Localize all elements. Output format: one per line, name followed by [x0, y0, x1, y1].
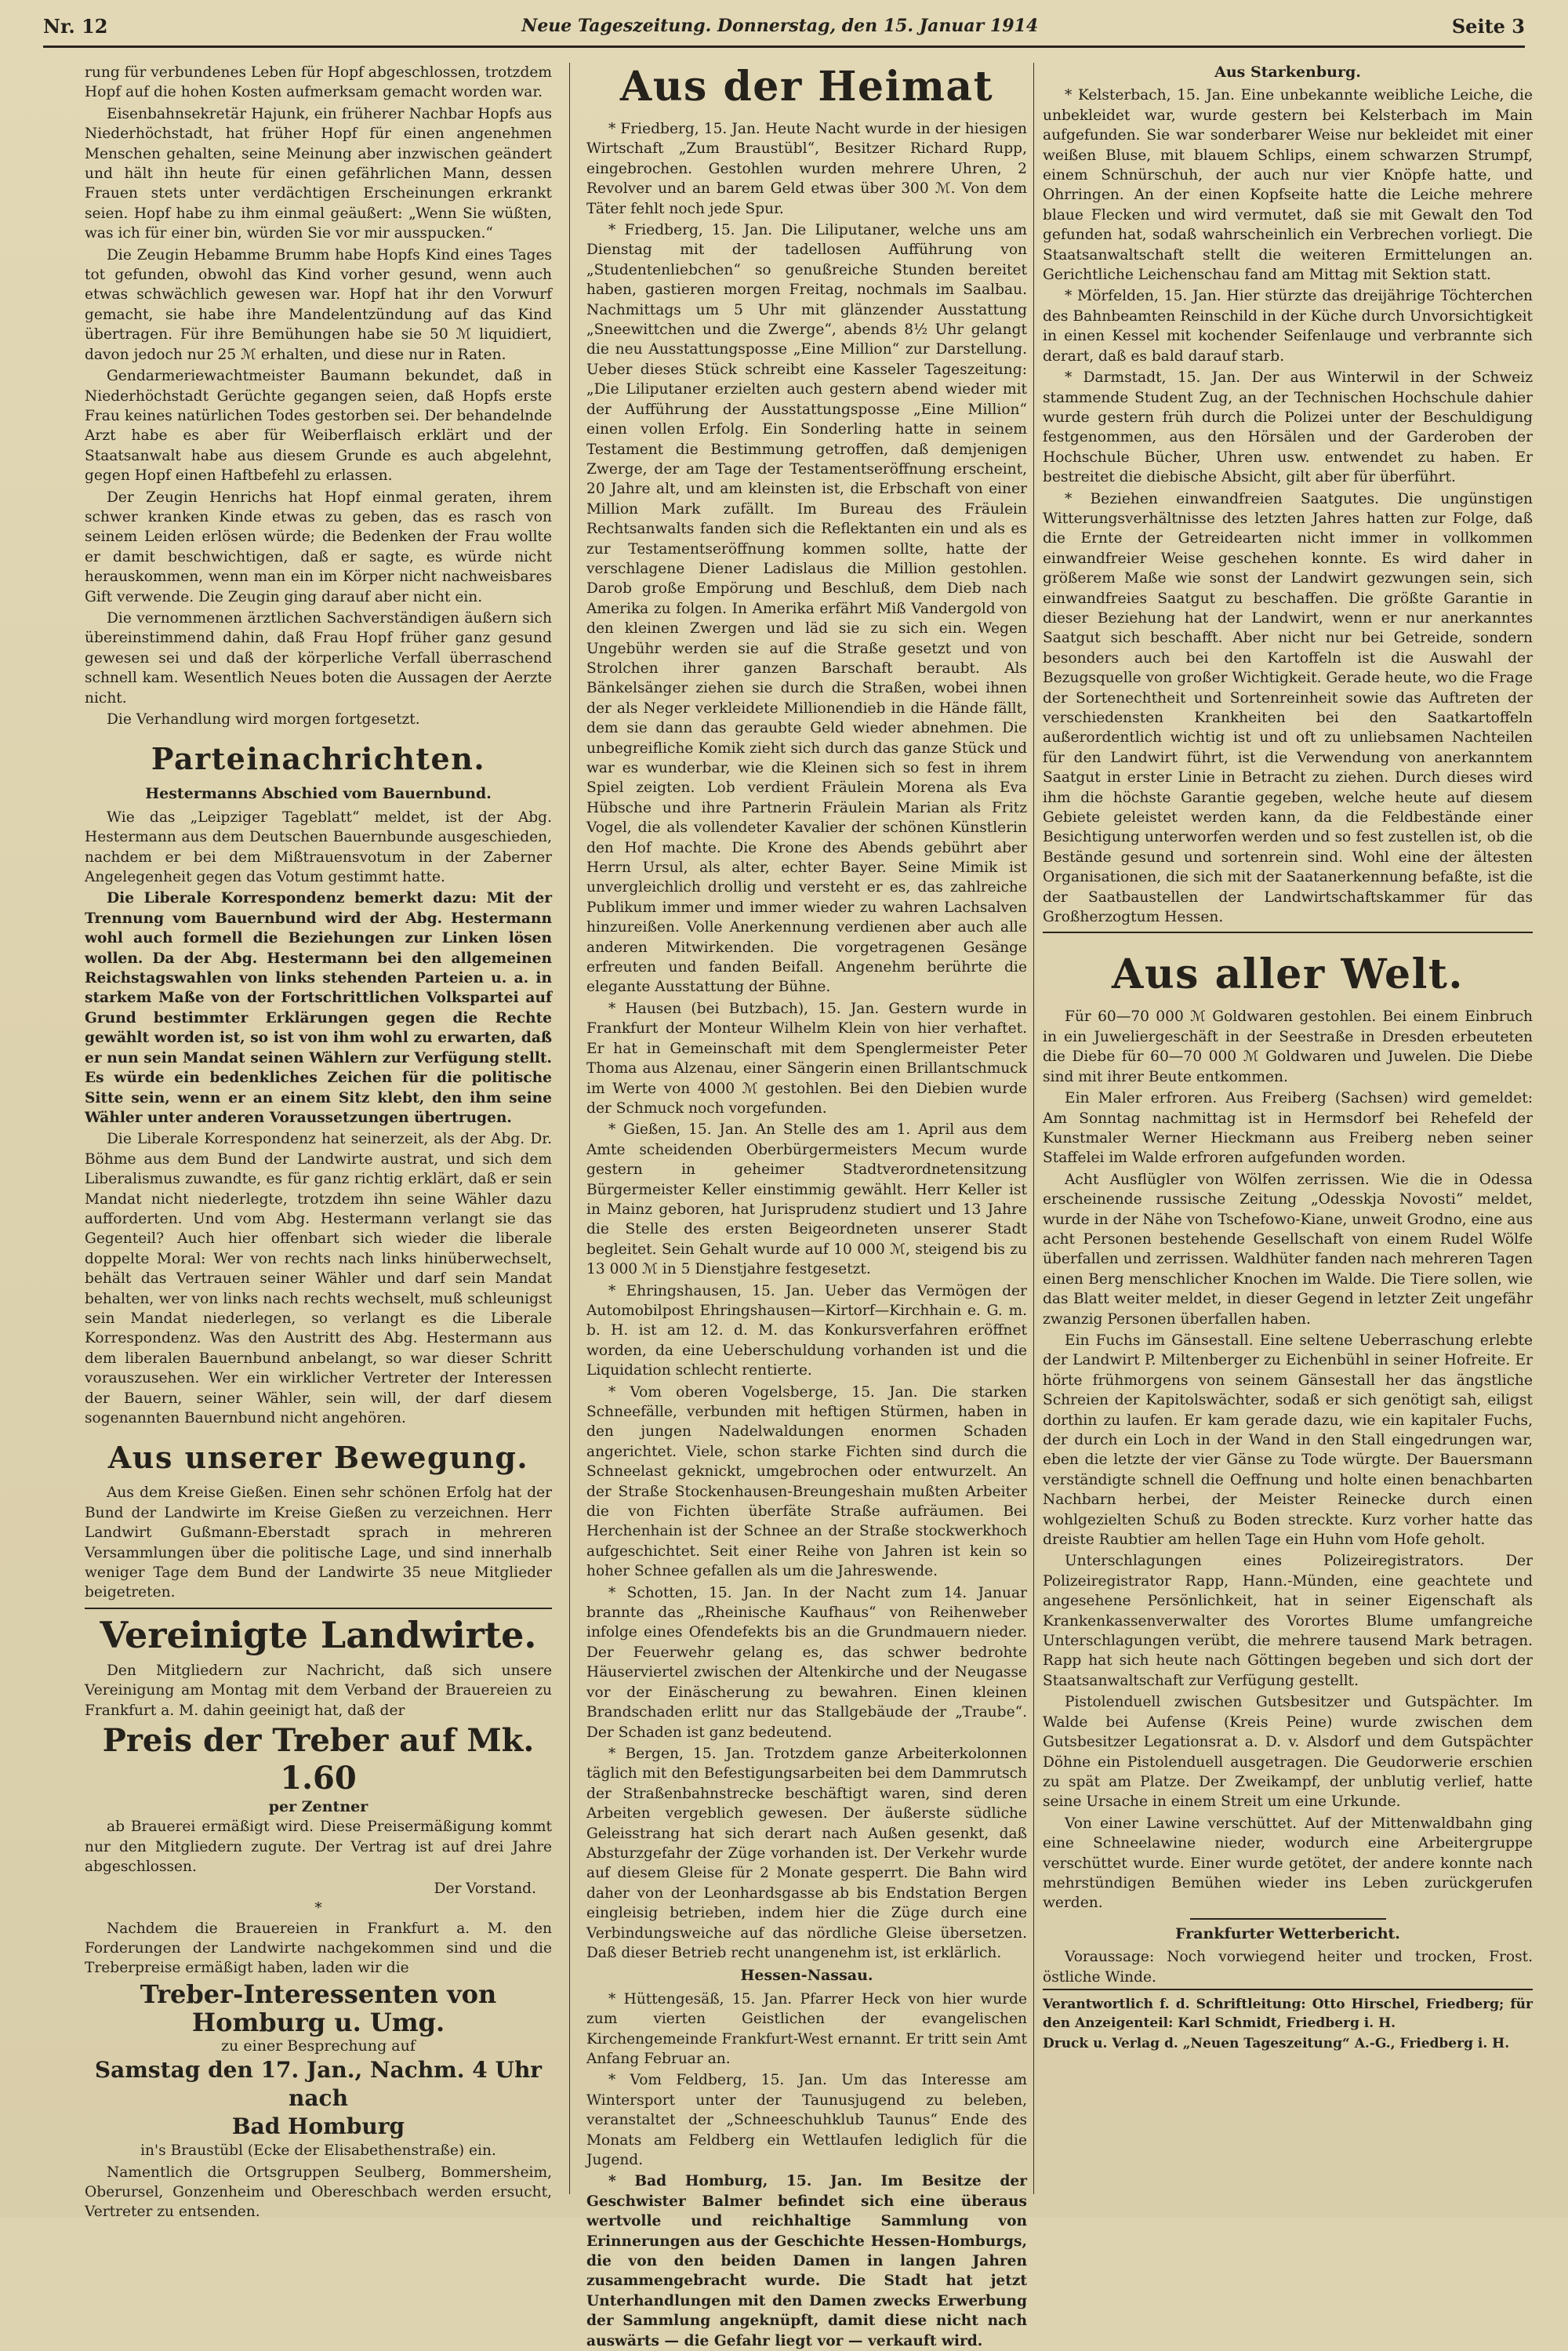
weather-forecast: Voraussage: Noch vorwiegend heiter und trocken, Frost. östliche Winde.	[1043, 1949, 1533, 1986]
subsection-heading-nassau: Hessen-Nassau.	[740, 1967, 873, 1985]
subsection-heading-starkenburg: Aus Starkenburg.	[1214, 64, 1361, 81]
news-item: * Vom oberen Vogelsberge, 15. Jan. Die starken Schneefälle, verbunden mit heftigen Stürmen, haben in den jungen Nadelwaldungen enormen Schaden angerichtet. Viele, schon starke Fichten sind durch die Schneelast geknickt, umgebrochen oder entwurzelt. An der Straße Stockenhausen-Breungeshain mußten Arbeiter die von Fichten überfäte Straße aufräumen. Bei Herchenhain ist der Schnee an der Straße stockwerkhoch aufgeschichtet. Seit einer Reihe von Jahren ist kein so hoher Schnee gefallen als um die Jahreswende.	[586, 1383, 1027, 1580]
article-paragraph: Die vernommenen ärztlichen Sachverständigen äußern sich übereinstimmend dahin, daß Frau Hopf früher ganz gesund gewesen sei und daß der körperliche Verfall überraschend schnell kam. Wesentlich Neues boten die Aussagen der Aerzte nicht.	[85, 609, 552, 707]
divider-line	[1043, 932, 1533, 933]
column-right	[1043, 63, 1533, 2186]
imprint-editor: Verantwortlich f. d. Schriftleitung: Otto Hirschel, Friedberg; für den Anzeigenteil: Karl Schmidt, Friedberg i. H.	[1043, 1989, 1533, 2033]
news-item: * Bad Homburg, 15. Jan. Im Besitze der Geschwister Balmer befindet sich eine überaus wertvolle und reichhaltige Sammlung von Erinnerungen aus der Geschichte Hessen-Homburgs, die von den beiden Damen in langen Jahren zusammengebracht wurde. Die Stadt hat jetzt Unterhandlungen mit den Damen zwecks Erwerbung der Sammlung angeknüpft, damit diese nicht nach auswärts — die Gefahr liegt vor — verkauft wird.	[586, 2173, 1027, 2349]
divider-line	[1190, 1918, 1386, 1920]
article-paragraph: rung für verbundenes Leben für Hopf abgeschlossen, trotzdem Hopf auf die hohen Kosten aufmerksam gemacht worden war.	[85, 64, 553, 101]
ad-meeting: zu einer Besprechung auf	[221, 2037, 416, 2055]
news-item: Unterschlagungen eines Polizeiregistrators. Der Polizeiregistrator Rapp, Hann.-Münden, eine geachtete und angesehene Persönlichkeit, hat in seiner Eigenschaft als Krankenkassenverwalter des Vorortes Blume umfangreiche Unterschlagungen verübt, die mehrere tausend Mark betragen. Rapp hat sich heute nach Göttingen begeben und sich dort der Staatsanwaltschaft zur Verfügung gestellt.	[1043, 1553, 1533, 1689]
ad-price: Preis der Treber auf Mk. 1.60	[102, 1722, 535, 1797]
issue-number: Nr. 12	[43, 14, 108, 38]
section-heading-welt: Aus aller Welt.	[1112, 950, 1464, 999]
article-subheading: Hestermanns Abschied vom Bauernbund.	[145, 785, 492, 803]
ad-place: Bad Homburg	[231, 2113, 405, 2140]
news-item: Pistolenduell zwischen Gutsbesitzer und Gutspächter. Im Walde bei Aufense (Kreis Peine) wurde zwischen dem Gutsbesitzer Legationsrat a. D. v. Alsdorf und dem Gutspächter Döhne ein Pistolenduell ausgetragen. Die Geudorwerie erschien zu spät am Platze. Der Zweikampf, der unblutig verlief, hatte seine Ursache in einem Streit um eine Urkunde.	[1043, 1694, 1533, 1811]
section-heading-heimat: Aus der Heimat	[619, 63, 994, 111]
news-item: Von einer Lawine verschüttet. Auf der Mittenwaldbahn ging eine Schneelawine nieder, wodurch eine Arbeitergruppe verschüttet wurde. Einer wurde getötet, der andere konnte nach mehrstündigen Bemühen wieder ins Leben zurückgerufen werden.	[1043, 1815, 1533, 1912]
column-divider	[1033, 63, 1034, 2194]
divider-line	[85, 1608, 552, 1609]
column-divider	[569, 63, 570, 2194]
section-heading-parteinachrichten: Parteinachrichten.	[151, 741, 486, 777]
news-item: Ein Fuchs im Gänsestall. Eine seltene Ueberraschung erlebte der Landwirt P. Miltenberger zu Eichenbühl in seiner Hofreite. Er hörte frühmorgens von seinem Gänsestall her das ängstliche Schreien der Kapitolswächter, sodaß er sich genötigt sah, eiligst dorthin zu laufen. Er kam gerade dazu, wie ein kapitaler Fuchs, der durch ein Loch in der Wand in den Stall eingedrungen war, eben die letzte der vier Gänse zu Tode würgte. Der Bauersmann verständigte schnell die Oeffnung und holte einen benachbarten Nachbarn herbei, der Meister Reinecke durch einen wohlgezielten Schuß zu Boden streckte. Kurz vorher hatte das dreiste Raubtier am hellen Tage ein Huhn vom Hofe geholt.	[1043, 1332, 1533, 1549]
column-left	[85, 63, 553, 2221]
news-item: * Friedberg, 15. Jan. Heute Nacht wurde in der hiesigen Wirtschaft „Zum Braustübl“, Besitzer Richard Rupp, eingebrochen. Gestohlen wurden mehrere Uhren, 2 Revolver und an barem Geld etwas über 300 ℳ. Von dem Täter fehlt noch jede Spur.	[586, 121, 1027, 217]
news-item: * Kelsterbach, 15. Jan. Eine unbekannte weibliche Leiche, die unbekleidet war, wurde gestern bei Kelsterbach im Main aufgefunden. Sie war sonderbarer Weise nur bekleidet mit einer weißen Bluse, mit blauem Schlips, einem schwarzen Strumpf, einem Schnürschuh, der auch nur vier Knöpfe hatte, und Ohrringen. An der einen Kopfseite hatte die Leiche mehrere blaue Flecken und wird vermutet, daß sie mit Gewalt den Tod gefunden hat, sodaß wahrscheinlich ein Verbrechen vorliegt. Die Staatsanwaltschaft stellt die weiteren Ermittelungen an. Gerichtliche Leichenschau fand am Mittag mit Sektion statt.	[1043, 87, 1533, 284]
imprint-publisher: Druck u. Verlag d. „Neuen Tageszeitung“ A.-G., Friedberg i. H.	[1043, 2035, 1510, 2051]
article-paragraph: Der Zeugin Henrichs hat Hopf einmal geraten, ihrem schwer kranken Kinde etwas zu geben, das es rasch von seinem Leiden erlösen würde; die Bedenken der Frau wollte er damit beschwichtigen, daß er sagte, es würde nicht herauskommen, wenn man ein im Körper nicht nachweisbares Gift verwende. Die Zeugin ging darauf aber nicht ein.	[85, 489, 552, 605]
news-item: * Schotten, 15. Jan. In der Nacht zum 14. Januar brannte das „Rheinische Kaufhaus“ von Reihenweber infolge eines Ofendefekts bis an die Grundmauern nieder. Der Feuerwehr gelang es, das schwer bedrohte Häuserviertel zwischen der Altenkirche und der Neugasse vor der Einäscherung zu bewahren. Einen kleinen Brandschaden erlitt nur das Stallgebäude der „Traube“. Der Schaden ist ganz bedeutend.	[586, 1584, 1027, 1741]
ad-text: ab Brauerei ermäßigt wird. Diese Preisermäßigung kommt nur den Mitgliedern zugute. Der Vertrag ist auf drei Jahre abgeschlossen.	[85, 1819, 552, 1876]
ad-separator: *	[314, 1900, 322, 1917]
news-item: * Bergen, 15. Jan. Trotzdem ganze Arbeiterkolonnen täglich mit den Befestigungsarbeiten bei dem Dammrutsch der Straßenbahnstrecke beschäftigt waren, sind deren Arbeiten vergeblich gewesen. Der äußerste südliche Geleisstrang hat sich derart nach Außen gesenkt, daß Absturzgefahr der Züge vorhanden ist. Der Verkehr wurde auf diesem Gleise für 2 Monate gesperrt. Die Bahn wird daher von der Leonhardsgasse ab bis Endstation Bergen eingleisig betrieben, indem hier die Züge durch eine Verbindungsweiche auf das nördliche Gleise übersetzen. Daß dieser Betrieb recht unangenehm ist, ist erklärlich.	[586, 1745, 1027, 1961]
page-header	[43, 6, 1525, 48]
article-paragraph: Eisenbahnsekretär Hajunk, ein früherer Nachbar Hopfs aus Niederhöchstadt, hat früher Hopf für einen angenehmen Menschen gehalten, seine Meinung aber inzwischen geändert und hält ihn heute für einen gefährlichen Mann, dessen Frauen stets unter verdächtigen Erscheinungen erkrankt seien. Hopf habe zu ihm einmal geäußert: „Wenn Sie wüßten, was ich für einer bin, würden Sie vor mir ausspucken.“	[85, 105, 552, 242]
article-paragraph: Die Zeugin Hebamme Brumm habe Hopfs Kind eines Tages tot gefunden, obwohl das Kind vorher gesund, wenn auch etwas schwächlich gewesen war. Hopf hat ihr den Vorwurf gemacht, sie habe ihre Mandelentzündung auf das Kind übertragen. Für ihre Bemühungen habe sie 50 ℳ liquidiert, davon jedoch nur 25 ℳ erhalten, und diese nur in Raten.	[85, 246, 552, 363]
news-item: * Ehringshausen, 15. Jan. Ueber das Vermögen der Automobilpost Ehringshausen—Kirtorf—Kirchhain e. G. m. b. H. ist am 12. d. M. das Konkursverfahren eröffnet worden, da eine Ueberschuldung vorhanden ist und die Liquidation schlecht rentierte.	[586, 1282, 1027, 1379]
ad-text: Den Mitgliedern zur Nachricht, daß sich unsere Vereinigung am Montag mit dem Verband der Brauereien zu Frankfurt a. M. dahin geeinigt hat, daß der	[85, 1662, 552, 1719]
ad-text: Namentlich die Ortsgruppen Seulberg, Bommersheim, Oberursel, Gonzenheim und Obereschbach werden ersucht, Vertreter zu entsenden.	[85, 2164, 552, 2221]
article-paragraph: Wie das „Leipziger Tageblatt“ meldet, ist der Abg. Hestermann aus dem Deutschen Bauernbunde ausgeschieden, nachdem er bei dem Mißtrauensvotum in der Zaberner Angelegenheit gegen das Votum gestimmt hatte.	[85, 808, 552, 886]
news-item: * Mörfelden, 15. Jan. Hier stürzte das dreijährige Töchterchen des Bahnbeamten Reinschild in der Küche durch Unvorsichtigkeit in einen Kessel mit kochender Seifenlauge und verbrannte sich derart, daß es bald darauf starb.	[1043, 288, 1533, 365]
ad-title: Vereinigte Landwirte.	[100, 1613, 537, 1656]
news-item: * Friedberg, 15. Jan. Die Liliputaner, welche uns am Dienstag mit der tadellosen Aufführung von „Studentenliebchen“ so genußreiche Stunden bereitet haben, gastieren morgen Freitag, nochmals im Saalbau. Nachmittags um 5 Uhr mit glänzender Ausstattung „Sneewittchen und die Zwerge“, abends 8½ Uhr gelangt die neu Ausstattungsposse „Eine Million“ zur Darstellung. Ueber dieses Stück schreibt eine Kasseler Tageszeitung: „Die Liliputaner erzielten auch gestern abend wieder mit der Aufführung der Ausstattungsposse „Eine Million“ einen vollen Erfolg. Ein Sonderling hatte in seinem Testament die Bestimmung getroffen, daß demjenigen Zwerge, der am Tage der Testamentseröffnung erscheint, 20 Jahre alt, und am kleinsten ist, die Erbschaft von einer Million Mark zufällt. Im Bureau des Fräulein Rechtsanwalts fanden sich die Reflektanten ein und als es zur Testamentseröffnung kommen sollte, hatte der verschlagene Diener Ladislaus die Million gestohlen. Darob große Empörung und Beschluß, dem Dieb nach Amerika zu folgen. In Amerika erfährt Miß Vandergold von den kleinen Zwergen und läd sie zu sich ein. Wegen Ungebühr werden sie auf die Straße gesetzt und von Strolchen ihrer ganzen Barschaft beraubt. Als Bänkelsänger ziehen sie durch die Straßen, wobei ihnen der als Neger verkleidete Millionendieb in die Hände fällt, dem sie dann das geraubte Geld wieder abnehmen. Die unbegreifliche Komik zieht sich durch das ganze Stück und war es wunderbar, wie die Kleinen sich so fest in ihrem Spiel zeigten. Lob verdient Fräulein Morena als Eva Hübsche und ihre Partnerin Fräulein Marian als Fritz Vogel, die als vollendeter Kavalier der schönen Künstlerin den Hof machte. Die Krone des Abends gebührt aber Herrn Ursul, als alter, echter Bayer. Seine Mimik ist unvergleichlich drollig und versteht er es, das zahlreiche Publikum immer und immer wieder zu wahren Lachsalven hinzureißen. Volle Anerkennung verdienen aber auch alle anderen Mitwirkenden. Die vorgetragenen Gesänge erfreuten und fanden Beifall. Angenehm berührte die elegante Ausstattung der Bühne.	[586, 222, 1027, 996]
weather-heading: Frankfurter Wetterbericht.	[1175, 1924, 1400, 1942]
news-item: * Beziehen einwandfreien Saatgutes. Die ungünstigen Witterungsverhältnisse des letzten Jahres hatten zur Folge, daß die Ernte der Getreidearten nicht immer in vollkommen einwandfreier Weise geschehen konnte. Es wird daher in größerem Maße wie sonst der Landwirt gezwungen sein, sich einwandfreies Saatgut zu beschaffen. Die größte Garantie in dieser Beziehung hat der Landwirt, wenn er nur anerkanntes Saatgut sich beschafft. Aber nicht nur bei Getreide, sondern besonders auch bei den Kartoffeln ist die Auswahl der Bezugsquelle von großer Wichtigkeit. Gerade heute, wo die Frage der Sortenechtheit und Sortenreinheit sowie das Auftreten der verschiedensten Krankheiten bei den Saatkartoffeln außerordentlich wichtig ist und oft zu unliebsamen Nachteilen für den Landwirt führt, ist die Verwendung von anerkanntem Saatgut in erster Linie in Betracht zu ziehen. Durch dieses wird ihm die höchste Garantie gegeben, welche heute auf diesem Gebiete geleistet werden kann, da die Feldbestände einer Besichtigung unterworfen werden und so fest zustellen ist, ob die Bestände gesund und sortenrein sind. Wohl eine der ältesten Organisationen, die sich mit der Saatanerkennung befaßte, ist die der Saatbaustellen der Landwirtschaftskammer für das Großherzogtum Hessen.	[1043, 490, 1533, 926]
article-paragraph: Die Verhandlung wird morgen fortgesetzt.	[107, 711, 420, 728]
article-paragraph: Gendarmeriewachtmeister Baumann bekundet, daß in Niederhöchstadt Gerüchte gegangen seien, daß Hopfs erste Frau keines natürlichen Todes gestorben sei. Der behandelnde Arzt habe es aber für Weiberflaisch erklärt und der Staatsanwalt habe aus diesem Grunde es auch abgelehnt, gegen Hopf einen Haftbefehl zu erlassen.	[85, 368, 552, 485]
ad-date: Samstag den 17. Jan., Nachm. 4 Uhr nach	[94, 2057, 543, 2112]
article-paragraph: Die Liberale Korrespondenz bemerkt dazu: Mit der Trennung vom Bauernbund wird der Abg. Hestermann wohl auch formell die Beziehungen zur Linken lösen wollen. Da der Abg. Hestermann bei den allgemeinen Reichstagswahlen von links stehenden Parteien u. a. in starkem Maße von der Fortschrittlichen Volkspartei auf Grund bestimmter Erklärungen gegen die Rechte gewählt worden ist, so ist von ihm wohl zu erwarten, daß er nun sein Mandat seinen Wählern zur Verfügung stellt. Es würde ein bedenkliches Zeichen für die politische Sitte sein, wenn er an einem Sitz klebt, den ihm seine Wähler unter anderen Voraussetzungen übertrugen.	[85, 890, 552, 1126]
news-item: * Darmstadt, 15. Jan. Der aus Winterwil in der Schweiz stammende Student Zug, an der Technischen Hochschule dahier wurde gestern früh durch die Polizei unter der Beschuldigung festgenommen, aus den Hörsälen und der Garderoben der Hochschule Bücher, Uhren usw. entwendet zu haben. Er bestreitet die diebische Absicht, gilt aber für überführt.	[1043, 369, 1533, 486]
article-paragraph: Aus dem Kreise Gießen. Einen sehr schönen Erfolg hat der Bund der Landwirte im Kreise Gießen zu verzeichnen. Herr Landwirt Gußmann-Eberstadt sprach in mehreren Versammlungen über die politische Lage, und sind innerhalb weniger Tage dem Bund der Landwirte 35 neue Mitglieder beigetreten.	[85, 1484, 552, 1601]
masthead-line: Neue Tageszeitung. Donnerstag, den 15. Januar 1914	[521, 16, 1039, 36]
ad-invite: Treber-Interessenten von Homburg u. Umg.	[140, 1979, 497, 2037]
page-number: Seite 3	[1451, 14, 1525, 38]
news-item: * Gießen, 15. Jan. An Stelle des am 1. April aus dem Amte scheidenden Oberbürgermeisters Mecum wurde gestern in geheimer Stadtverordnetensitzung Bürgermeister Keller einstimmig gewählt. Herr Keller ist in Mainz geboren, hat Jurisprudenz studiert und 13 Jahre die Stelle des ersten Beigeordneten unserer Stadt begleitet. Sein Gehalt wurde auf 10 000 ℳ, steigend bis zu 13 000 ℳ in 5 Dienstjahre festgesetzt.	[586, 1121, 1027, 1278]
news-item: * Vom Feldberg, 15. Jan. Um das Interesse am Wintersport unter der Taunusjugend zu beleben, veranstaltet der „Schneeschuhklub Taunus“ Ende des Monats am Feldberg ein Wettlaufen lediglich für die Jugend.	[586, 2072, 1027, 2169]
ad-signature: Der Vorstand.	[434, 1880, 536, 1897]
column-middle	[586, 63, 1027, 2349]
news-item: * Hüttengesäß, 15. Jan. Pfarrer Heck von hier wurde zum vierten Geistlichen der evangelischen Kirchengemeinde Frankfurt-West ernannt. Er tritt sein Amt Anfang Februar an.	[586, 1990, 1027, 2067]
news-item: Ein Maler erfroren. Aus Freiberg (Sachsen) wird gemeldet: Am Sonntag nachmittag ist in Hermsdorf bei Rehefeld der Kunstmaler Werner Hieckmann aus Freiberg neben seiner Staffelei im Walde erfroren aufgefunden worden.	[1043, 1090, 1533, 1167]
ad-text: Nachdem die Brauereien in Frankfurt a. M. den Forderungen der Landwirte nachgekommen sind und die Treberpreise ermäßigt haben, laden wir die	[85, 1920, 552, 1977]
ad-text: in's Braustübl (Ecke der Elisabethenstraße) ein.	[140, 2142, 496, 2160]
section-heading-bewegung: Aus unserer Bewegung.	[107, 1440, 529, 1476]
news-item: Für 60—70 000 ℳ Goldwaren gestohlen. Bei einem Einbruch in ein Juweliergeschäft in der Seestraße in Dresden erbeuteten die Diebe für 60—70 000 ℳ Goldwaren und Juwelen. Die Diebe sind mit ihrer Beute entkommen.	[1043, 1008, 1533, 1085]
ad-unit: per Zentner	[268, 1798, 368, 1816]
news-item: * Hausen (bei Butzbach), 15. Jan. Gestern wurde in Frankfurt der Monteur Wilhelm Klein von hier verhaftet. Er hat in Gemeinschaft mit dem Spenglermeister Peter Thoma aus Alzenau, einer Sängerin einen Brillantschmuck im Werte von 4000 ℳ gestohlen. Bei den Diebien wurde der Schmuck noch vorgefunden.	[586, 1000, 1027, 1117]
news-item: Acht Ausflügler von Wölfen zerrissen. Wie die in Odessa erscheinende russische Zeitung „Odesskja Novosti“ meldet, wurde in der Nähe von Tschefowo-Kiane, unweit Grodno, eine aus acht Personen bestehende Gesellschaft von einem Rudel Wölfe überfallen und zerrissen. Waldhüter fanden nach mehreren Tagen einen Berg menschlicher Knochen im Walde. Die Tiere sollen, wie das Blatt weiter meldet, in dieser Gegend in letzter Zeit ungefähr zwanzig Personen überfallen haben.	[1043, 1171, 1533, 1328]
article-paragraph: Die Liberale Korrespondenz hat seinerzeit, als der Abg. Dr. Böhme aus dem Bund der Landwirte austrat, und sich dem Liberalismus zuwandte, es für ganz richtig erklärt, daß er sein Mandat nicht niederlegte, trotzdem ihn seine Wähler dazu aufforderten. Und vom Abg. Hestermann verlangt sie das Gegenteil? Auch hier offenbart sich wieder die liberale doppelte Moral: Wer von rechts nach links hinüberwechselt, behält das Vertrauen seiner Wähler und darf sein Mandat behalten, wer von links nach rechts wechselt, muß schleunigst sein Mandat niederlegen, so verlangt es die Liberale Korrespondenz. Was den Austritt des Abg. Hestermann aus dem liberalen Bauernbund anbelangt, so war dieser Schritt vorauszusehen. Wer ein wirklicher Vertreter der Interessen der Bauern, seiner Wähler, sein will, der darf diesem sogenannten Bauernbund nicht angehören.	[85, 1131, 552, 1426]
